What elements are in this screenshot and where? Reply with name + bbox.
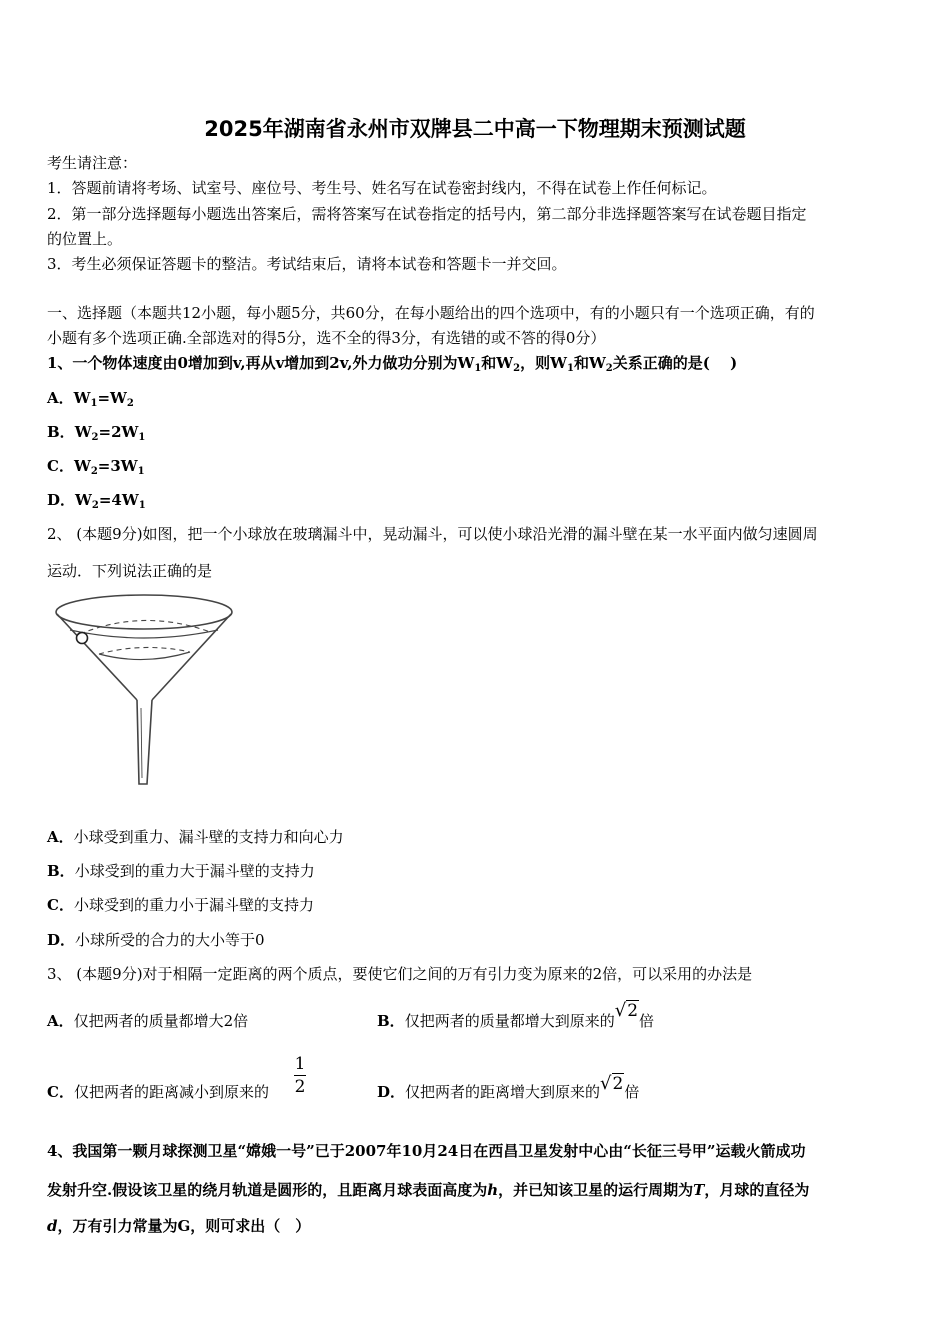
sqrt-2-d: √2 bbox=[600, 1073, 624, 1094]
notice-item-1: 1．答题前请将考场、试室号、座位号、考生号、姓名写在试卷密封线内，不得在试卷上作任何标记。 bbox=[47, 179, 717, 197]
question-3-option-c: C．仅把两者的距离减小到原来的 bbox=[47, 1083, 269, 1101]
sqrt-2-b: √2 bbox=[614, 1000, 639, 1021]
question-4-stem-line-3: d，万有引力常量为G，则可求出（ ） bbox=[47, 1217, 311, 1235]
question-3-option-a: A．仅把两者的质量都增大2倍 bbox=[47, 1012, 249, 1030]
page-title: 2025年湖南省永州市双牌县二中高一下物理期末预测试题 bbox=[204, 117, 746, 141]
notice-item-3: 3．考生必须保证答题卡的整洁。考试结束后，请将本试卷和答题卡一并交回。 bbox=[47, 255, 567, 273]
notice-heading: 考生请注意： bbox=[47, 154, 138, 172]
question-1-option-a: A．$W_1=W_2$ bbox=[47, 389, 134, 409]
question-3-stem: 3、 (本题9分)对于相隔一定距离的两个质点，要使它们之间的万有引力变为原来的2倍，可以采用的办法是 bbox=[47, 965, 753, 983]
fraction-one-half: 1 2 bbox=[294, 1054, 306, 1097]
question-2-option-d: D．小球所受的合力的大小等于0 bbox=[47, 931, 265, 949]
question-2-stem-line-2: 运动．下列说法正确的是 bbox=[47, 562, 213, 580]
question-1-option-d: D．$W_2=4W_1$ bbox=[47, 491, 146, 511]
question-3-option-b: B．仅把两者的质量都增大到原来的√2倍 bbox=[377, 1000, 655, 1030]
section-1-intro-line-2: 小题有多个选项正确.全部选对的得5分，选不全的得3分，有选错的或不答的得0分） bbox=[47, 329, 606, 347]
funnel-stem bbox=[137, 700, 152, 784]
question-2-option-b: B．小球受到的重力大于漏斗壁的支持力 bbox=[47, 862, 315, 880]
funnel-rim bbox=[56, 595, 232, 629]
question-1-option-b: B．$W_2=2W_1$ bbox=[47, 423, 146, 443]
question-2-stem-line-1: 2、 (本题9分)如图，把一个小球放在玻璃漏斗中，晃动漏斗，可以使小球沿光滑的漏斗壁在某一水平面内做匀速圆周 bbox=[47, 525, 818, 543]
question-4-stem-line-1: 4、我国第一颗月球探测卫星“嫦娥一号”已于2007年10月24日在西昌卫星发射中心由“长征三号甲”运载火箭成功 bbox=[47, 1142, 806, 1160]
question-3-option-d: D．仅把两者的距离增大到原来的√2倍 bbox=[377, 1073, 640, 1101]
question-2-option-c: C．小球受到的重力小于漏斗壁的支持力 bbox=[47, 896, 314, 914]
notice-item-2-cont: 的位置上。 bbox=[47, 230, 123, 248]
question-2-option-a: A．小球受到重力、漏斗壁的支持力和向心力 bbox=[47, 828, 344, 846]
question-1-option-c: C．$W_2=3W_1$ bbox=[47, 457, 145, 477]
section-1-intro-line-1: 一、选择题（本题共12小题，每小题5分，共60分，在每小题给出的四个选项中，有的小题只有一个选项正确，有的 bbox=[47, 304, 815, 322]
question-4-stem-line-2: 发射升空.假设该卫星的绕月轨道是圆形的，且距离月球表面高度为h，并已知该卫星的运行周期为T，月球的直径为 bbox=[47, 1181, 810, 1199]
notice-item-2: 2．第一部分选择题每小题选出答案后，需将答案写在试卷指定的括号内，第二部分非选择题答案写在试卷题目指定 bbox=[47, 205, 807, 223]
question-1-stem: 1、一个物体速度由0增加到v,再从v增加到2v,外力做功分别为$W_1$和$W_2$，则$W_1$和$W_2$关系正确的是( ) bbox=[47, 354, 738, 374]
funnel-figure bbox=[50, 588, 240, 788]
